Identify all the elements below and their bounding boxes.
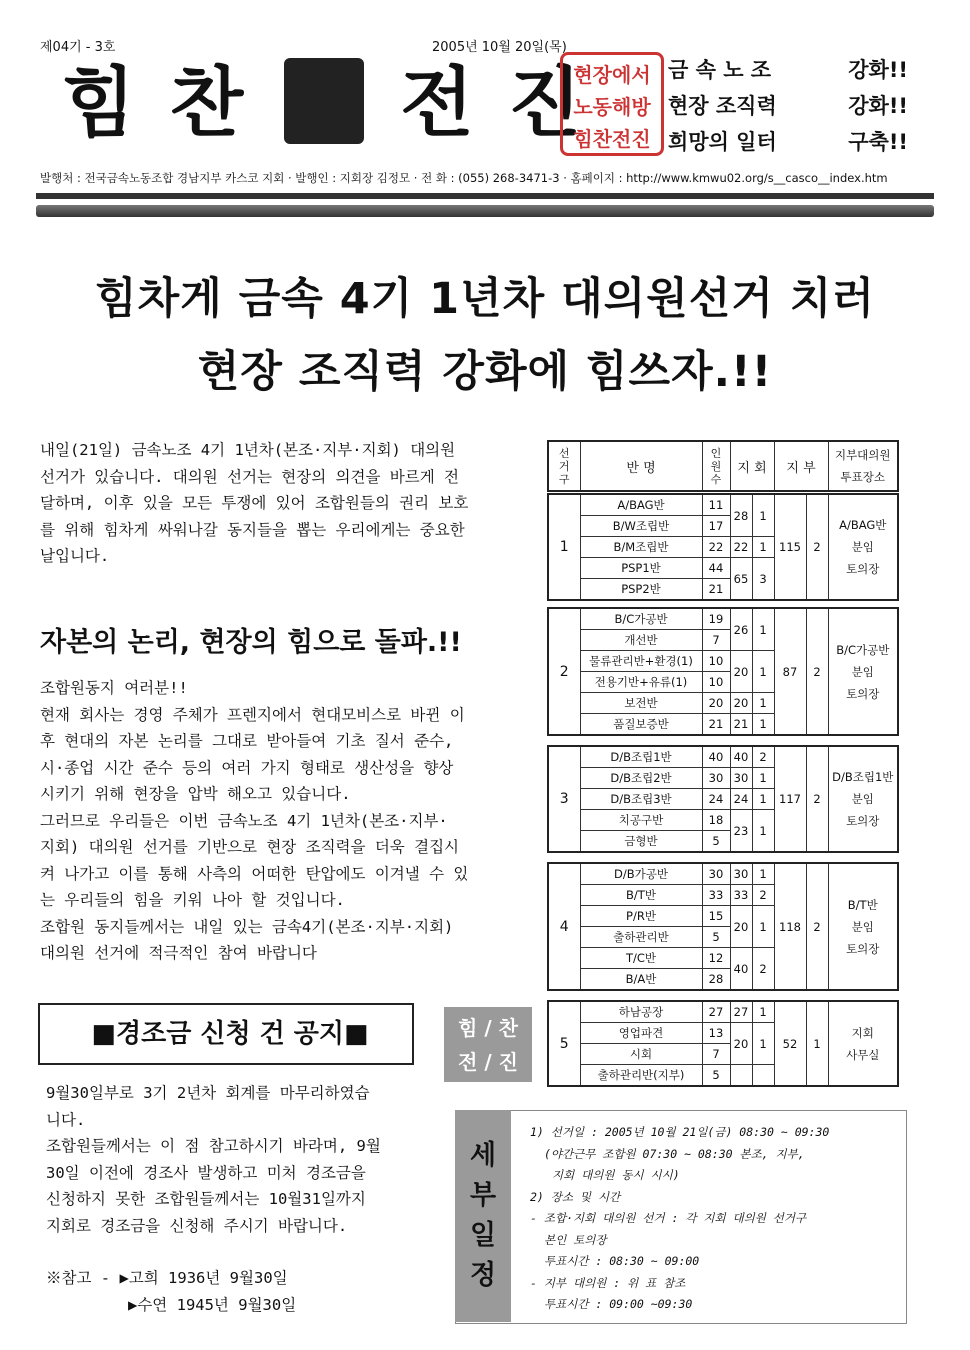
team-name: A/BAG반 [580, 494, 702, 516]
branch-delegates [752, 1065, 774, 1087]
masthead-rule [36, 193, 934, 199]
member-count: 13 [702, 1023, 730, 1044]
text-line: 날입니다. [40, 547, 110, 565]
text-line: 지회로 경조금을 신청해 주시기 바랍니다. [46, 1216, 348, 1235]
text-line: 를 위해 힘차게 싸워나갈 동지들을 뽑는 우리에게는 중요한 [40, 520, 465, 539]
team-name: B/T반 [580, 885, 702, 906]
text-line: 선거가 있습니다. 대의원 선거는 현장의 의견을 바르게 전 [40, 467, 460, 486]
team-name: D/B가공반 [580, 863, 702, 885]
schedule-line: 본인 토의장 [544, 1232, 607, 1247]
branch-delegates: 1 [752, 768, 774, 789]
branch-delegates: 1 [752, 1001, 774, 1023]
member-count: 5 [702, 1065, 730, 1087]
slogan-line: 금 속 노 조 강화!! [668, 58, 908, 82]
district-table [547, 862, 899, 991]
schedule-line: (야간근무 조합원 07:30 ~ 08:30 본조, 지부, [544, 1146, 805, 1161]
member-count: 40 [702, 746, 730, 768]
slogans [668, 52, 908, 160]
branch-delegates: 1 [752, 693, 774, 714]
jibu-delegates: 2 [806, 494, 828, 600]
branch-total [730, 1065, 752, 1087]
voting-place: 지회 사무실 [828, 1001, 898, 1086]
text-line: 니다. [46, 1110, 86, 1129]
newspaper-title [62, 58, 586, 148]
text-line: 시키기 위해 현장을 압박 해오고 있습니다. [40, 785, 351, 803]
member-count: 7 [702, 1044, 730, 1065]
team-name: 물류관리반+환경(1) [580, 651, 702, 672]
publisher-info: 발행처 : 전국금속노동조합 경남지부 카스코 지회 · 발행인 : 지회장 김정모 · 전 화 : (055) 268-3471-3 · 홈페이지 : http://www.kmwu02.org/s__casco__index.htm [40, 171, 888, 185]
team-name: B/M조립반 [580, 537, 702, 558]
jibu-total: 115 [774, 494, 806, 600]
district-number: 2 [548, 608, 580, 735]
table-header-cell: 지 부 [774, 441, 828, 491]
branch-delegates: 1 [752, 789, 774, 810]
text-line: 시·종업 시간 준수 등의 여러 가지 형태로 생산성을 향상 [40, 758, 454, 777]
team-name: 전용기반+유류(1) [580, 672, 702, 693]
title-part2: 전 진 [400, 58, 586, 147]
intro-article [40, 437, 540, 570]
text-line: 조합원 동지들께서는 내일 있는 금속4기(본조·지부·지회) [40, 917, 454, 936]
text-line: 신청하지 못한 조합원들께서는 10월31일까지 [46, 1190, 366, 1208]
table-row [548, 863, 898, 885]
branch-total: 40 [730, 948, 752, 991]
jibu-total: 118 [774, 863, 806, 990]
text-line: 조합원동지 여러분!! [40, 679, 188, 697]
team-name: 품질보증반 [580, 714, 702, 736]
branch-total: 20 [730, 693, 752, 714]
member-count: 44 [702, 558, 730, 579]
seal-line: 노동해방 [573, 95, 651, 119]
branch-total: 26 [730, 608, 752, 651]
member-count: 21 [702, 714, 730, 736]
branch-total: 27 [730, 1001, 752, 1023]
team-name: D/B조립1반 [580, 746, 702, 768]
branch-delegates: 1 [752, 906, 774, 948]
team-name: 보전반 [580, 693, 702, 714]
branch-total: 21 [730, 714, 752, 736]
member-count: 5 [702, 927, 730, 948]
team-name: B/W조립반 [580, 516, 702, 537]
notice-title: ■경조금 신청 건 공지■ [91, 1019, 369, 1049]
table-row [548, 1001, 898, 1023]
branch-total: 20 [730, 1023, 752, 1065]
text-line: 그러므로 우리들은 이번 금속노조 4기 1년차(본조·지부· [40, 811, 448, 830]
branch-delegates: 1 [752, 714, 774, 736]
jibu-delegates: 2 [806, 746, 828, 852]
issue-number: 제04기 - 3호 [40, 40, 116, 55]
branch-total: 20 [730, 906, 752, 948]
text-line: 30일 이전에 경조사 발생하고 미처 경조금을 [46, 1163, 366, 1182]
district-number: 1 [548, 494, 580, 600]
team-name: P/R반 [580, 906, 702, 927]
schedule-line: 지회 대의원 동시 시시) [552, 1168, 680, 1182]
district-table [547, 493, 899, 601]
district-number: 3 [548, 746, 580, 852]
team-name: 시회 [580, 1044, 702, 1065]
slogan-line: 희망의 일터 구축!! [668, 130, 908, 154]
text-line: 9월30일부로 3기 2년차 회계를 마무리하였습 [46, 1084, 370, 1102]
member-count: 18 [702, 810, 730, 831]
schedule-line: 2) 장소 및 시간 [530, 1189, 621, 1204]
branch-delegates: 1 [752, 608, 774, 651]
branch-total: 33 [730, 885, 752, 906]
branch-delegates: 3 [752, 558, 774, 601]
team-name: 금형반 [580, 831, 702, 853]
branch-total: 40 [730, 746, 752, 768]
red-seal-stamp [560, 52, 664, 156]
table-header-cell: 지부대의원 투표장소 [828, 441, 898, 491]
team-name: 치공구반 [580, 810, 702, 831]
main-headline-line2: 현장 조직력 강화에 힘쓰자.!! [197, 347, 773, 397]
team-name: B/C가공반 [580, 608, 702, 630]
district-table [547, 745, 899, 853]
text-line: 대의원 선거에 적극적인 참여 바랍니다 [40, 944, 317, 962]
team-name: 하남공장 [580, 1001, 702, 1023]
schedule-line: - 지부 대의원 : 위 표 참조 [530, 1275, 686, 1290]
jibu-total: 87 [774, 608, 806, 735]
branch-delegates: 1 [752, 651, 774, 693]
member-count: 7 [702, 630, 730, 651]
jibu-delegates: 2 [806, 608, 828, 735]
issue-date: 2005년 10월 20일(목) [432, 40, 567, 55]
text-line: 조합원들께서는 이 점 참고하시기 바라며, 9월 [46, 1137, 381, 1155]
text-line: 후 현대의 자본 논리를 그대로 받아들여 기초 질서 준수, [40, 732, 454, 750]
voting-place: B/T반 분임 토의장 [828, 863, 898, 990]
member-count: 15 [702, 906, 730, 927]
masthead-bar [36, 205, 934, 217]
seal-line: 힘찬전진 [573, 127, 651, 151]
schedule-line: 투표시간 : 09:00 ~09:30 [544, 1297, 693, 1311]
schedule-line: 1) 선거일 : 2005년 10월 21일(금) 08:30 ~ 09:30 [530, 1125, 830, 1139]
notice-ref: ▶수연 1945년 9월30일 [128, 1295, 297, 1314]
schedule-line: 투표시간 : 08:30 ~ 09:00 [544, 1254, 700, 1268]
title-part1: 힘 찬 [62, 58, 248, 147]
voting-place: A/BAG반 분임 토의장 [828, 494, 898, 600]
jibu-delegates: 2 [806, 863, 828, 990]
branch-delegates: 1 [752, 810, 774, 853]
district-table [547, 1000, 899, 1087]
schedule-side-label: 세 부 일 정 [455, 1110, 511, 1322]
section-article [40, 675, 540, 967]
notice-body [46, 1080, 426, 1318]
text-line: 현재 회사는 경영 주체가 프렌지에서 현대모비스로 바뀐 이 [40, 705, 465, 724]
table-header-cell: 인 원 수 [702, 441, 730, 491]
seal-line: 현장에서 [573, 63, 651, 87]
branch-total: 65 [730, 558, 752, 601]
team-name: D/B조립3반 [580, 789, 702, 810]
branch-total: 24 [730, 789, 752, 810]
district-number: 5 [548, 1001, 580, 1086]
branch-delegates: 2 [752, 885, 774, 906]
team-name: PSP1반 [580, 558, 702, 579]
branch-total: 28 [730, 494, 752, 537]
member-count: 33 [702, 885, 730, 906]
table-header-cell: 반 명 [580, 441, 702, 491]
text-line: 켜 나가고 이를 통해 사측의 어떠한 탄압에도 이겨낼 수 있 [40, 864, 469, 883]
branch-total: 20 [730, 651, 752, 693]
branch-delegates: 1 [752, 1023, 774, 1065]
team-name: T/C반 [580, 948, 702, 969]
branch-total: 30 [730, 863, 752, 885]
member-count: 27 [702, 1001, 730, 1023]
member-count: 21 [702, 579, 730, 601]
voting-place: D/B조립1반 분임 토의장 [828, 746, 898, 852]
notice-ref: ※참고 - ▶고희 1936년 9월30일 [46, 1269, 288, 1287]
district-number: 4 [548, 863, 580, 990]
team-name: B/A반 [580, 969, 702, 991]
text-line: 달하며, 이후 있을 모든 투쟁에 있어 조합원들의 권리 보호 [40, 494, 469, 512]
table-header-cell: 지 회 [730, 441, 774, 491]
team-name: 개선반 [580, 630, 702, 651]
jibu-total: 52 [774, 1001, 806, 1086]
branch-delegates: 1 [752, 494, 774, 537]
schedule-text [530, 1122, 910, 1316]
himchan-badge [444, 1007, 532, 1082]
branch-delegates: 2 [752, 746, 774, 768]
member-count: 19 [702, 608, 730, 630]
member-count: 30 [702, 863, 730, 885]
member-count: 30 [702, 768, 730, 789]
member-count: 22 [702, 537, 730, 558]
branch-delegates: 1 [752, 537, 774, 558]
jibu-total: 117 [774, 746, 806, 852]
schedule-line: - 조합·지회 대의원 선거 : 각 지회 대의원 선거구 [530, 1211, 807, 1225]
table-row [548, 608, 898, 630]
member-count: 10 [702, 672, 730, 693]
team-name: 영업파견 [580, 1023, 702, 1044]
text-line: 지회) 대의원 선거를 기반으로 현장 조직력을 더욱 결집시 [40, 838, 460, 856]
branch-total: 30 [730, 768, 752, 789]
member-count: 17 [702, 516, 730, 537]
table-row [548, 494, 898, 516]
section-headline: 자본의 논리, 현장의 힘으로 돌파.!! [40, 627, 462, 658]
badge-line: 힘 / 찬 [458, 1016, 518, 1040]
text-line: 는 우리들의 힘을 키워 나아 할 것입니다. [40, 891, 345, 909]
member-count: 20 [702, 693, 730, 714]
member-count: 12 [702, 948, 730, 969]
main-headline-line1: 힘차게 금속 4기 1년차 대의원선거 치러 [95, 274, 875, 324]
member-count: 24 [702, 789, 730, 810]
member-count: 11 [702, 494, 730, 516]
team-name: PSP2반 [580, 579, 702, 601]
text-line: 내일(21일) 금속노조 4기 1년차(본조·지부·지회) 대의원 [40, 441, 456, 459]
member-count: 10 [702, 651, 730, 672]
district-table [547, 607, 899, 736]
branch-delegates: 1 [752, 863, 774, 885]
member-count: 28 [702, 969, 730, 991]
district-table [547, 440, 899, 492]
branch-delegates: 2 [752, 948, 774, 991]
slogan-line: 현장 조직력 강화!! [668, 94, 908, 118]
worker-figure-icon [284, 58, 364, 144]
voting-place: B/C가공반 분임 토의장 [828, 608, 898, 735]
table-header-cell: 선 거 구 [548, 441, 580, 491]
team-name: D/B조립2반 [580, 768, 702, 789]
table-row [548, 746, 898, 768]
jibu-delegates: 1 [806, 1001, 828, 1086]
member-count: 5 [702, 831, 730, 853]
branch-total: 23 [730, 810, 752, 853]
team-name: 출하관리반 [580, 927, 702, 948]
badge-line: 전 / 진 [458, 1050, 518, 1074]
team-name: 출하관리반(지부) [580, 1065, 702, 1087]
branch-total: 22 [730, 537, 752, 558]
